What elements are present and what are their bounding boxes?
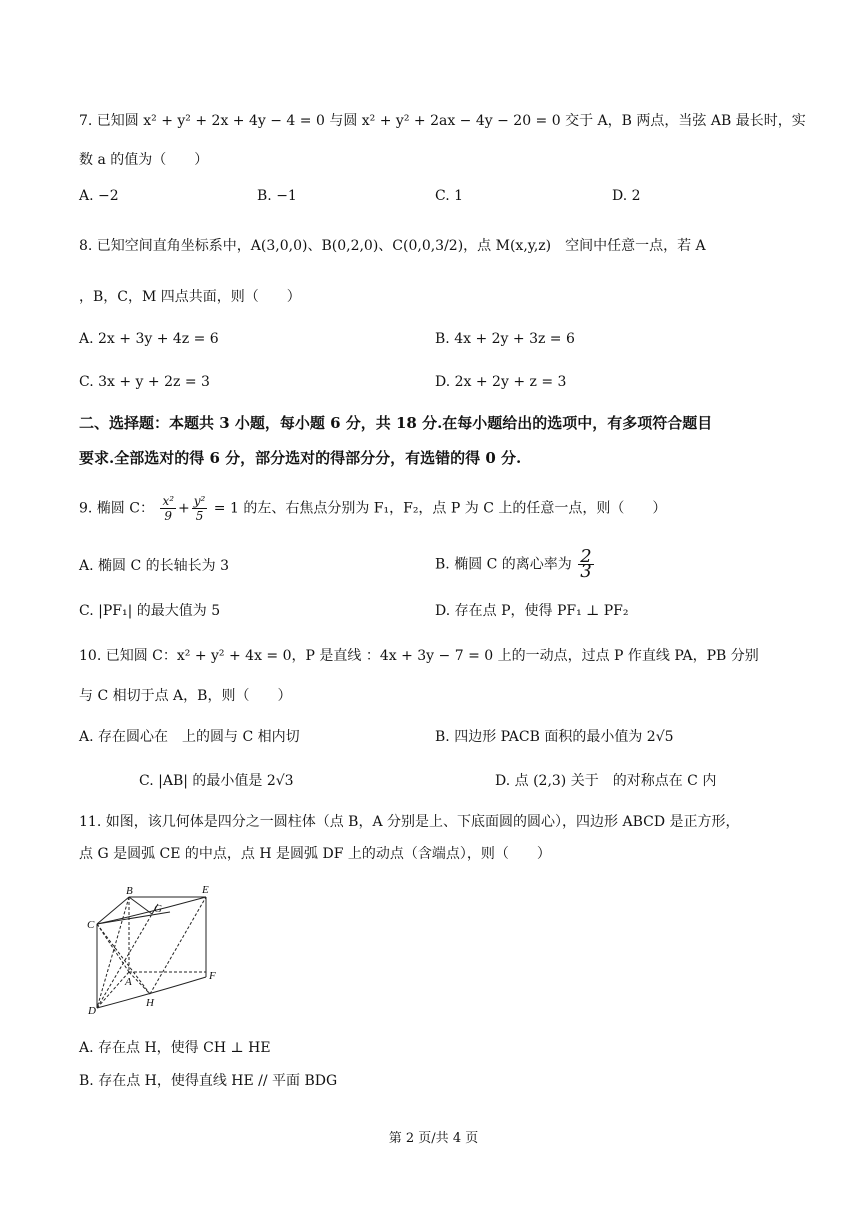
q10-option-c: C. |AB| 的最小值是 2√3 — [139, 773, 294, 789]
fig-label-h: H — [146, 997, 154, 1009]
q7-line2: 数 a 的值为（ ） — [79, 152, 209, 168]
q9-option-c: C. |PF₁| 的最大值为 5 — [79, 603, 221, 619]
q9-frac-y — [192, 494, 208, 523]
fig-label-c: C — [87, 919, 95, 931]
q9-stem: 9. 椭圆 C： $\frac{\text{x²}}{9}$ + $\frac{\text{y²}}{5}$ = 1 的左、右焦点分别为 F₁，F₂，点 P 为 C 上的任意一点，则（ ） — [79, 494, 667, 523]
q9-frac-y-den: 5 — [195, 509, 204, 523]
q9-frac-x-num: x² — [162, 494, 175, 508]
q8-option-a: A. 2x + 3y + 4z = 6 — [79, 331, 219, 347]
q8-option-d: D. 2x + 2y + z = 3 — [435, 374, 567, 390]
q8-option-c: C. 3x + y + 2z = 3 — [79, 374, 210, 390]
fig-label-g: G — [154, 903, 162, 915]
q8-option-b: B. 4x + 2y + 3z = 6 — [435, 331, 575, 347]
q9-option-b-den: 3 — [580, 561, 592, 582]
q9-prefix: 9. 椭圆 C： — [79, 500, 154, 517]
q9-option-b-frac — [578, 546, 593, 582]
q7-option-a: A. −2 — [79, 188, 119, 204]
page-footer: 第 2 页/共 4 页 — [388, 1131, 479, 1146]
fig-label-a: A — [125, 976, 132, 988]
q9-frac-x-den: 9 — [164, 509, 173, 523]
q10-option-d: D. 点 (2,3) 关于 的对称点在 C 内 — [495, 773, 717, 789]
q10-line2: 与 C 相切于点 A，B，则（ ） — [79, 688, 292, 704]
q9-option-b — [435, 546, 596, 582]
q10-line1: 10. 已知圆 C：x² + y² + 4x = 0，P 是直线 ：4x + 3y − 7 = 0 上的一动点，过点 P 作直线 PA，PB 分别 — [79, 648, 759, 664]
fig-label-d: D — [88, 1005, 96, 1017]
q11-line2: 点 G 是圆弧 CE 的中点，点 H 是圆弧 DF 上的动点（含端点），则（ ） — [79, 846, 551, 862]
q9-frac-y-num: y² — [193, 494, 206, 508]
q11-line1: 11. 如图，该几何体是四分之一圆柱体（点 B，A 分别是上、下底面圆的圆心），四边形 ABCD 是正方形， — [79, 814, 740, 830]
fig-label-e: E — [202, 884, 209, 896]
q9-option-d: D. 存在点 P，使得 PF₁ ⊥ PF₂ — [435, 603, 629, 619]
q9-option-a: A. 椭圆 C 的长轴长为 3 — [79, 558, 229, 574]
q8-line1: 8. 已知空间直角坐标系中，A(3,0,0)、B(0,2,0)、C(0,0,3/2)，点 M(x,y,z) 空间中任意一点，若 A — [79, 238, 706, 254]
q7-option-d: D. 2 — [612, 188, 641, 204]
q11-option-a: A. 存在点 H，使得 CH ⊥ HE — [79, 1040, 271, 1056]
q9-option-b-text: B. 椭圆 C 的离心率为 — [435, 556, 572, 573]
q10-option-b: B. 四边形 PACB 面积的最小值为 2√5 — [435, 729, 674, 745]
q9-frac-x — [160, 494, 176, 523]
q7-option-b: B. −1 — [257, 188, 297, 204]
section2-line1: 二、选择题：本题共 3 小题，每小题 6 分，共 18 分.在每小题给出的选项中，有多项符合题目 — [79, 414, 713, 432]
q11-figure — [82, 882, 232, 1017]
q9-suffix: = 1 的左、右焦点分别为 F₁，F₂，点 P 为 C 上的任意一点，则（ ） — [213, 500, 667, 517]
q7-option-c: C. 1 — [435, 188, 464, 204]
q7-line1: 7. 已知圆 x² + y² + 2x + 4y − 4 = 0 与圆 x² + y² + 2ax − 4y − 20 = 0 交于 A，B 两点，当弦 AB 最长时，实 — [79, 113, 806, 129]
fig-label-f: F — [209, 970, 216, 982]
q8-line2: ，B，C，M 四点共面，则（ ） — [79, 289, 301, 305]
fig-label-b: B — [126, 885, 133, 897]
q10-option-a: A. 存在圆心在 上的圆与 C 相内切 — [79, 729, 300, 745]
q9-option-b-num: 2 — [580, 546, 592, 567]
section2-line2: 要求.全部选对的得 6 分，部分选对的得部分分，有选错的得 0 分. — [79, 449, 522, 467]
q11-option-b: B. 存在点 H，使得直线 HE // 平面 BDG — [79, 1073, 338, 1089]
